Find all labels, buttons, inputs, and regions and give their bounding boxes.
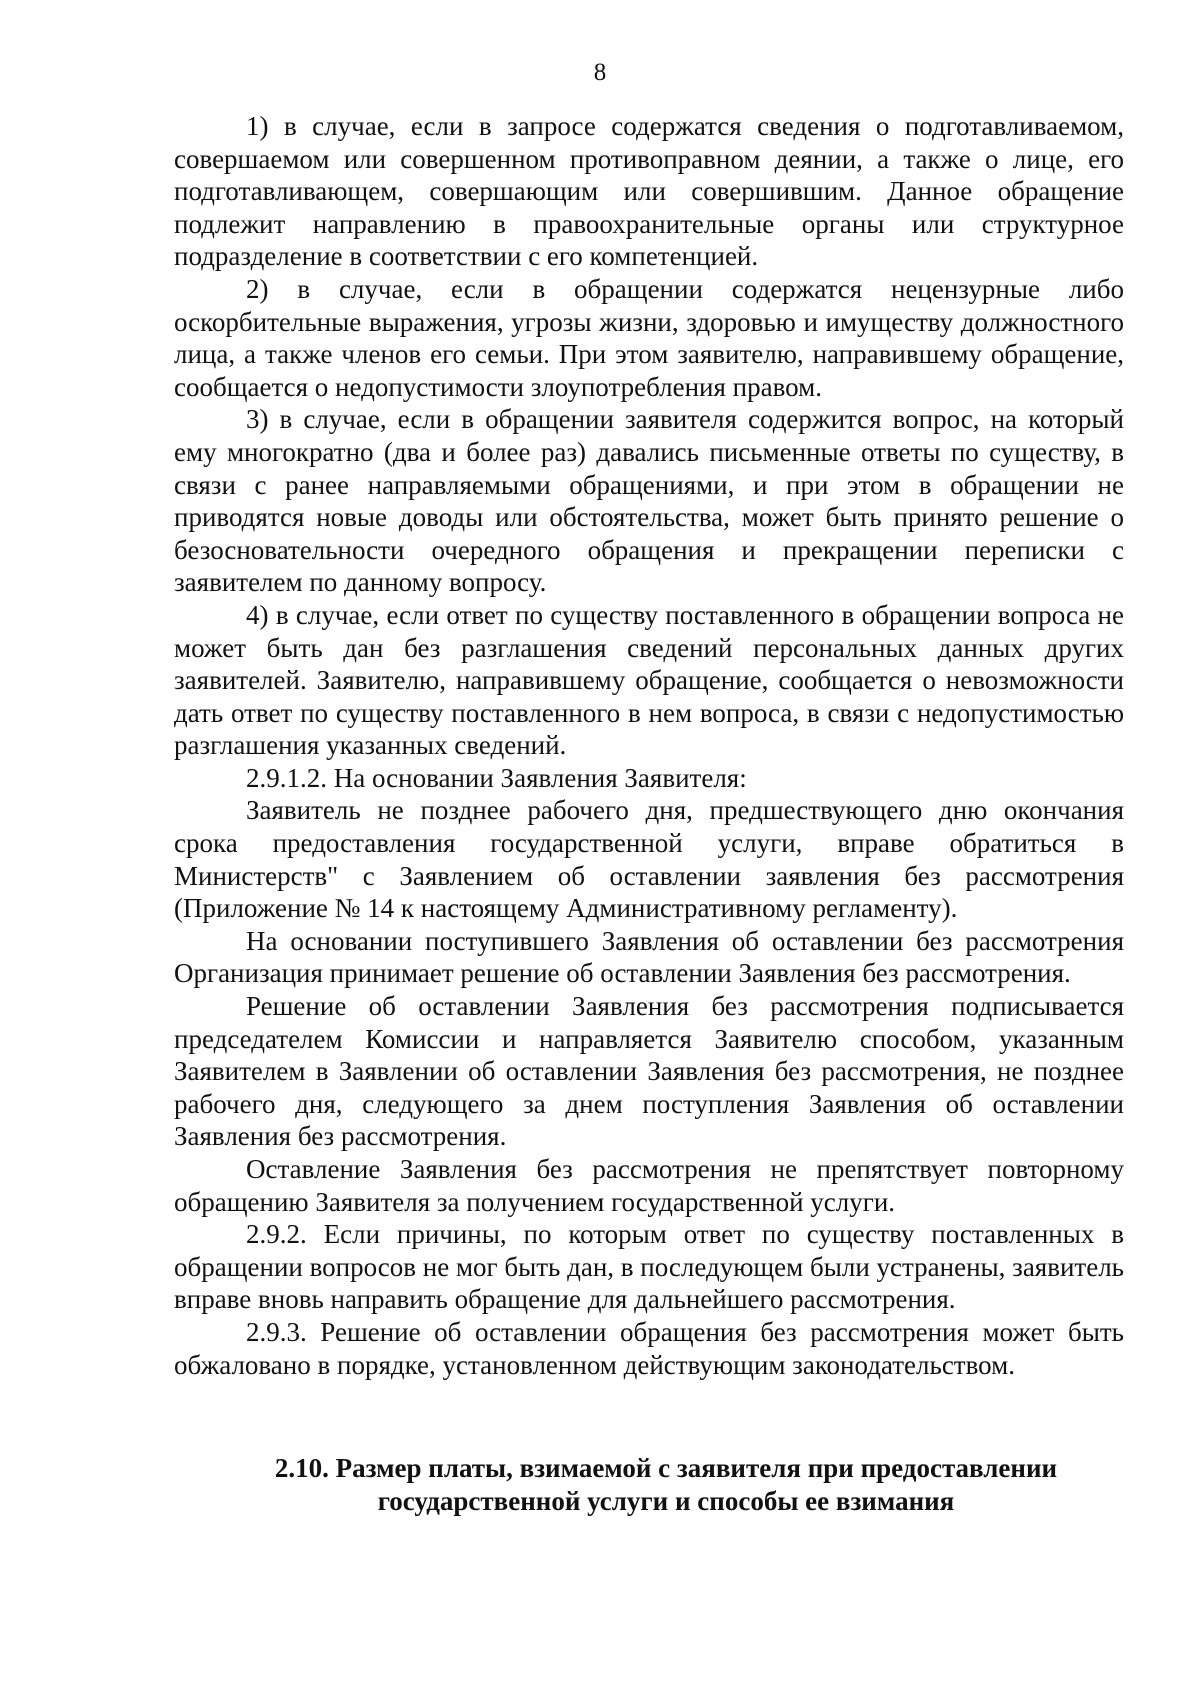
section-heading-2-10 (174, 1452, 1124, 1518)
page-number: 8 (593, 59, 607, 86)
paragraph-item-3: 3) в случае, если в обращении заявителя содержится вопрос, на который ему многократно (два и более раз) давались письменные ответы по существу, в связи с ранее направляемыми обращениями, и при этом в обращении не приводятся новые доводы или обстоятельства, может быть принято решение о безосновательности очередного обращения и прекращении переписки с заявителем по данному вопросу. (174, 404, 1124, 598)
paragraph-decision-signing: Решение об оставлении Заявления без рассмотрения подписывается председателем Комиссии и направляется Заявителю способом, указанным Заявителем в Заявлении об оставлении Заявления без рассмотрения, не позднее рабочего дня, следующего за днем поступления Заявления об оставлении Заявления без рассмотрения. (174, 991, 1124, 1152)
paragraph-2-9-1-2: 2.9.1.2. На основании Заявления Заявителя: (246, 762, 747, 793)
section-heading-line-1: 2.10. Размер платы, взимаемой с заявителя при предоставлении (274, 1453, 1058, 1483)
paragraph-2-9-2: 2.9.2. Если причины, по которым ответ по существу поставленных в обращении вопросов не мог быть дан, в последующем были устранены, заявитель вправе вновь направить обращение для дальнейшего рассмотрения. (174, 1219, 1124, 1315)
paragraph-item-4: 4) в случае, если ответ по существу поставленного в обращении вопроса не может быть дан без разглашения сведений персональных данных других заявителей. Заявителю, направившему обращение, сообщается о невозможности дать ответ по существу поставленного в нем вопроса, в связи с недопустимостью разглашения указанных сведений. (174, 599, 1124, 761)
paragraph-no-obstacle: Оставление Заявления без рассмотрения не препятствует повторному обращению Заявителя за получением государственной услуги. (174, 1154, 1124, 1217)
paragraph-2-9-3: 2.9.3. Решение об оставлении обращения без рассмотрения может быть обжаловано в порядке, установленном действующим законодательством. (174, 1316, 1124, 1380)
paragraph-item-1: 1) в случае, если в запросе содержатся сведения о подготавливаемом, совершаемом или совершенном противоправном деянии, а также о лице, его подготавливающем, совершающим или совершившим. Данное обращение подлежит направлению в правоохранительные органы или структурное подразделение в соответствии с его компетенцией. (174, 111, 1124, 272)
section-heading-line-2: государственной услуги и способы ее взимания (377, 1486, 955, 1516)
paragraph-applicant-right: Заявитель не позднее рабочего дня, предшествующего дню окончания срока предоставления государственной услуги, вправе обратиться в Министерств" с Заявлением об оставлении заявления без рассмотрения (Приложение № 14 к настоящему Административному регламенту). (174, 795, 1124, 924)
document-body (174, 110, 1124, 1381)
paragraph-item-2: 2) в случае, если в обращении содержатся нецензурные либо оскорбительные выражения, угрозы жизни, здоровью и имуществу должностного лица, а также членов его семьи. При этом заявителю, направившему обращение, сообщается о недопустимости злоупотребления правом. (174, 273, 1124, 402)
paragraph-organization-decision: На основании поступившего Заявления об оставлении без рассмотрения Организация принимает решение об оставлении Заявления без рассмотрения. (174, 925, 1124, 989)
